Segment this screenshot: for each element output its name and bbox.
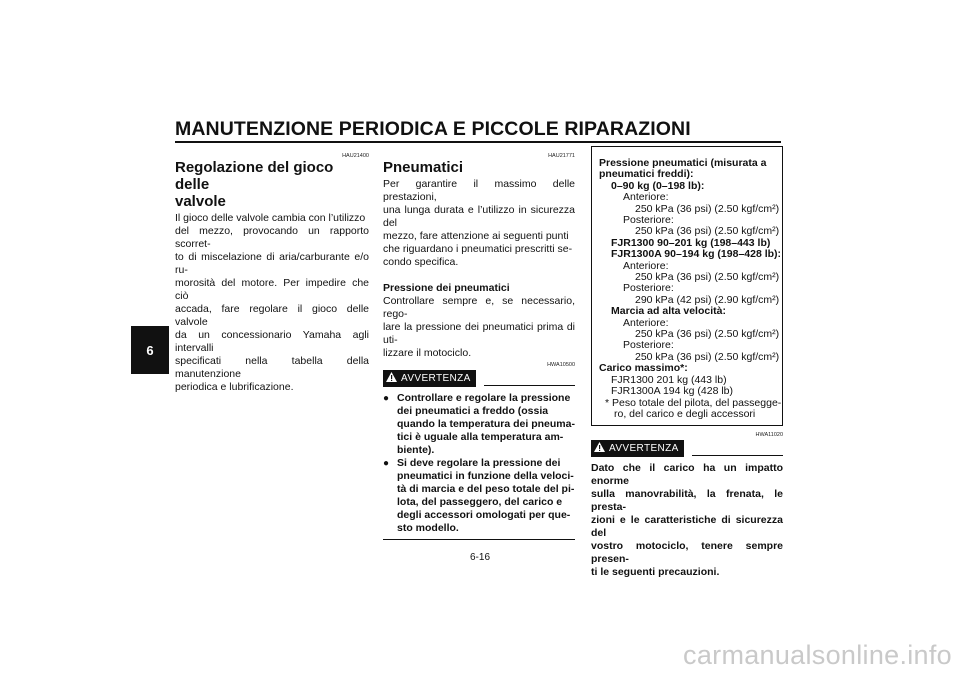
- warning-code: HWA10500: [547, 362, 575, 368]
- spec-value: 250 kPa (36 psi) (2.50 kgf/cm²): [635, 271, 780, 283]
- page-header-title: MANUTENZIONE PERIODICA E PICCOLE RIPARAZIONI: [175, 118, 691, 140]
- load-warning-section: [591, 440, 783, 579]
- warning-label: AVVERTENZA: [609, 443, 679, 454]
- spec-label: Posteriore:: [623, 282, 674, 294]
- page-number: 6-16: [469, 552, 490, 563]
- list-item: ● Controllare e regolare la pressione dei pneumatici a freddo (ossia quando la temperatura dei pneuma- tici è uguale alla temperatura am- biente).: [383, 392, 575, 456]
- spec-note: ro, del carico e degli accessori: [614, 408, 756, 420]
- warning-rule: [484, 385, 575, 386]
- warning-end-rule: [383, 539, 575, 540]
- spec-value: 250 kPa (36 psi) (2.50 kgf/cm²): [635, 328, 780, 340]
- spec-label: Anteriore:: [623, 317, 669, 329]
- chapter-tab: 6: [131, 326, 169, 374]
- spec-load: FJR1300 90–201 kg (198–443 lb): [611, 237, 771, 249]
- tyre-pressure-subheading: Pressione dei pneumatici: [383, 282, 510, 294]
- section-body: Il gioco delle valvole cambia con l’utilizzo del mezzo, provocando un rapporto scorret- to di miscelazione di aria/carburante e/o ru- morosità del motore. Per impedire che ciò accada, fare regolare il gioco delle valvole da un concessionario Yamaha agli intervalli specificati nella tabella della manutenzione periodica e lubrificazione.: [175, 212, 369, 393]
- spec-load: FJR1300A 90–194 kg (198–428 lb):: [611, 248, 782, 260]
- watermark: carmanualsonline.info: [683, 640, 952, 670]
- tyres-section: [383, 159, 575, 540]
- valve-clearance-section: [175, 159, 369, 394]
- spec-value: 250 kPa (36 psi) (2.50 kgf/cm²): [635, 225, 780, 237]
- warning-triangle-icon: [594, 442, 605, 455]
- warning-label: AVVERTENZA: [401, 373, 471, 384]
- spec-note: * Peso totale del pilota, del passegge-: [605, 397, 782, 409]
- section-code: HAU21400: [342, 153, 369, 159]
- spec-load: 0–90 kg (0–198 lb):: [611, 180, 705, 192]
- section-heading: Regolazione del gioco delle valvole: [175, 159, 334, 210]
- spec-title: pneumatici freddi):: [599, 168, 694, 180]
- spec-title: Pressione pneumatici (misurata a: [599, 157, 767, 169]
- load-warning-text: Dato che il carico ha un impatto enorme sulla manovrabilità, la frenata, le presta- zioni e le caratteristiche di sicurezza del vostro motociclo, tenere sempre presen- ti le seguenti precauzioni.: [591, 462, 783, 578]
- warning-triangle-icon: [386, 372, 397, 385]
- warning-badge: [383, 370, 476, 387]
- warning-list: [383, 392, 575, 535]
- list-item: ● Si deve regolare la pressione dei pneumatici in funzione della veloci- tà di marcia e del peso totale del pi- lota, del passeggero, del carico e degli accessori omologati per que- sto modello.: [383, 457, 575, 534]
- tyre-pressure-text: Controllare sempre e, se necessario, rego- lare la pressione dei pneumatici prima di uti- lizzare il motociclo.: [383, 295, 575, 359]
- bullet-icon: ●: [383, 393, 390, 404]
- spec-value: 250 kPa (36 psi) (2.50 kgf/cm²): [635, 351, 780, 363]
- section-code: HAU21771: [548, 153, 575, 159]
- spec-load: Marcia ad alta velocità:: [611, 305, 726, 317]
- spec-label: Anteriore:: [623, 191, 669, 203]
- spec-label: Anteriore:: [623, 260, 669, 272]
- spec-max-load: Carico massimo*:: [599, 362, 688, 374]
- spec-value: 250 kPa (36 psi) (2.50 kgf/cm²): [635, 203, 780, 215]
- spec-label: Posteriore:: [623, 214, 674, 226]
- header-rule: [175, 141, 781, 143]
- section-heading: Pneumatici: [383, 159, 464, 176]
- spec-value: FJR1300A 194 kg (428 lb): [611, 385, 733, 397]
- spec-label: Posteriore:: [623, 339, 674, 351]
- warning-banner: [591, 440, 783, 457]
- spec-value: FJR1300 201 kg (443 lb): [611, 374, 727, 386]
- spec-value: 290 kPa (42 psi) (2.90 kgf/cm²): [635, 294, 780, 306]
- warning-rule: [692, 455, 783, 456]
- tyres-intro: Per garantire il massimo delle prestazioni, una lunga durata e l’utilizzo in sicurezza del mezzo, fare attenzione ai seguenti punti che riguardano i pneumatici prescritti se- condo specifica.: [383, 178, 575, 268]
- bullet-icon: ●: [383, 458, 390, 469]
- warning-badge: [591, 440, 684, 457]
- warning-banner: [383, 370, 575, 387]
- warning-code: HWA11020: [755, 432, 783, 438]
